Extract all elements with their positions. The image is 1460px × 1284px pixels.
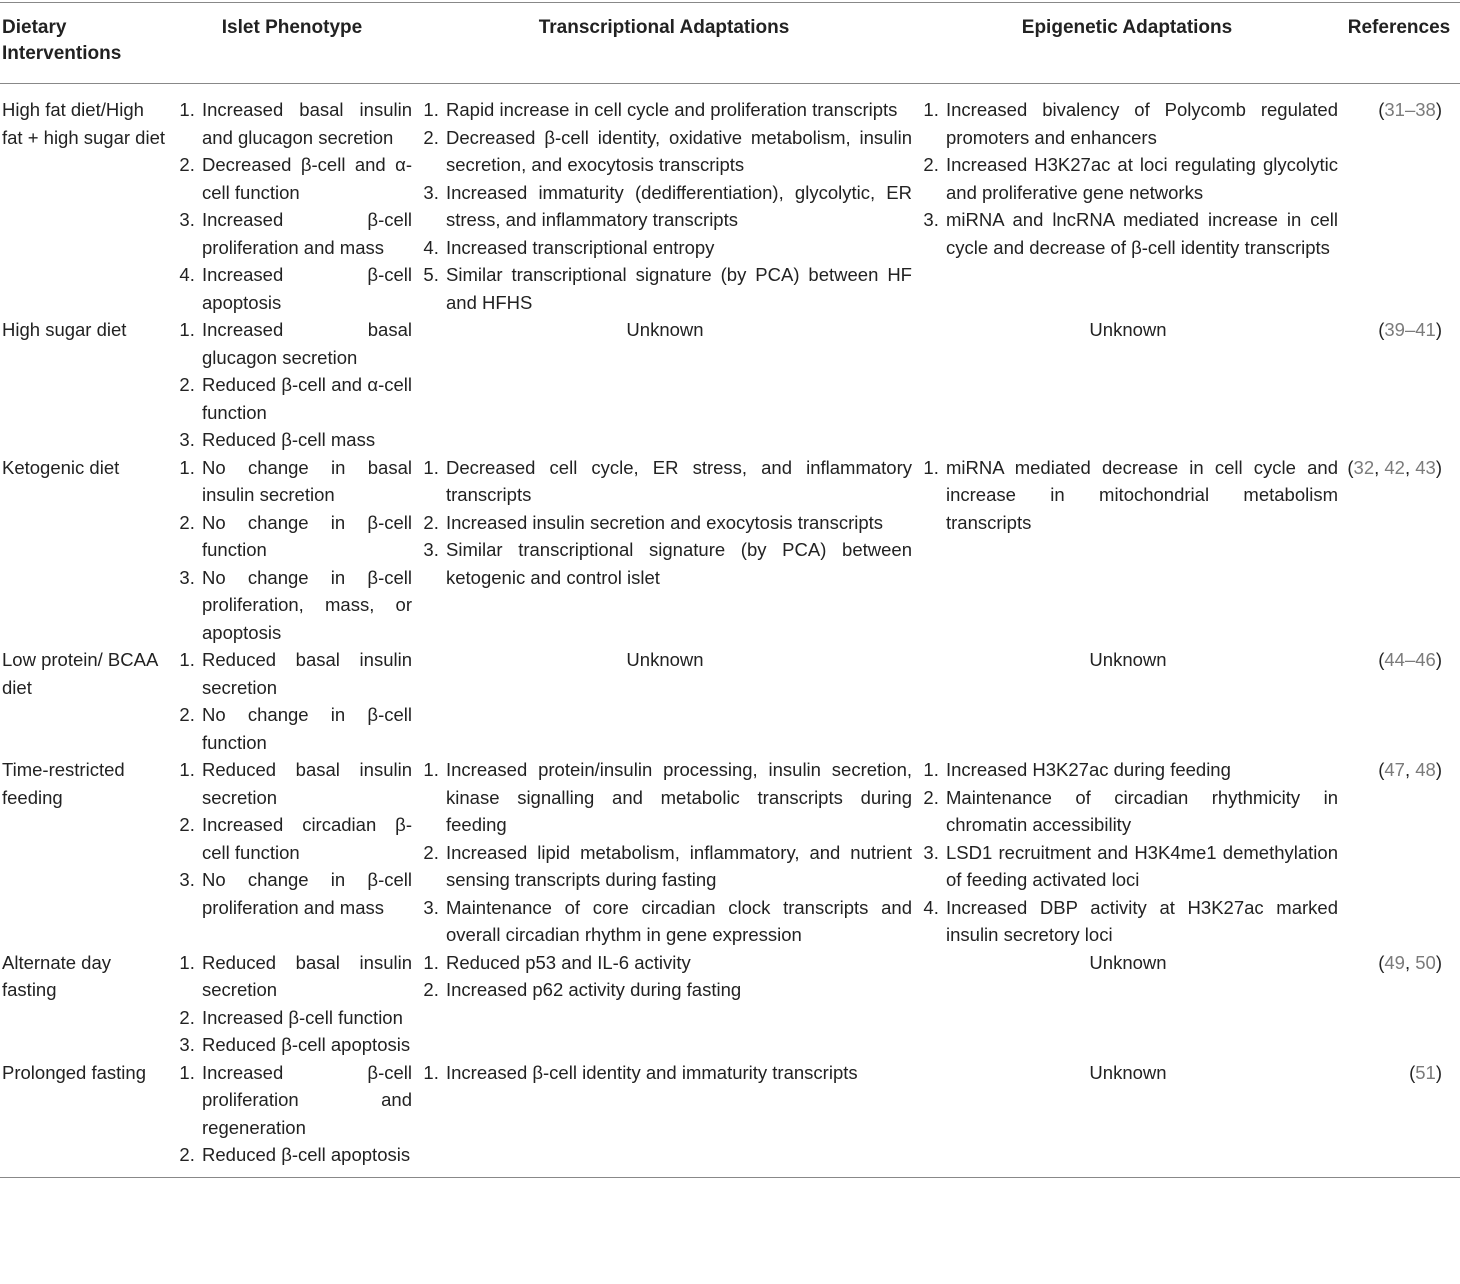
epigenetic-list-item: 1. miRNA mediated decrease in cell cycle and increase in mitochondrial metabolism transcripts (944, 454, 1338, 537)
transcriptional-list (418, 756, 912, 949)
transcriptional-cell (416, 84, 916, 317)
phenotype-list-item: 2. Increased β-cell function (200, 1004, 412, 1032)
transcriptional-cell (416, 756, 916, 949)
transcriptional-list-item: 1. Reduced p53 and IL-6 activity (444, 949, 912, 977)
transcriptional-list-item: 2. Decreased β-cell identity, oxidative metabolism, insulin secretion, and exocytosis transcripts (444, 124, 912, 179)
phenotype-list (174, 316, 412, 454)
reference-link[interactable]: 44–46 (1384, 649, 1436, 670)
references-cell: (31–38) (1378, 99, 1442, 120)
phenotype-cell (172, 949, 416, 1059)
reference-link[interactable]: 47 (1384, 759, 1405, 780)
phenotype-list-item: 1. Reduced basal insulin secretion (200, 756, 412, 811)
phenotype-list-item: 1. Increased basal glucagon secretion (200, 316, 412, 371)
table-row (0, 646, 1460, 756)
phenotype-list-item: 4. Increased β-cell apoptosis (200, 261, 412, 316)
table-body (0, 84, 1460, 1178)
transcriptional-list-item: 4. Increased transcriptional entropy (444, 234, 912, 262)
transcriptional-list-item: 2. Increased lipid metabolism, inflammatory, and nutrient sensing transcripts during fasting (444, 839, 912, 894)
phenotype-cell (172, 756, 416, 949)
phenotype-list-item: 3. No change in β-cell proliferation and mass (200, 866, 412, 921)
epigenetic-list (918, 96, 1338, 261)
transcriptional-list-item: 2. Increased insulin secretion and exocytosis transcripts (444, 509, 912, 537)
epigenetic-cell: Unknown (1089, 951, 1167, 973)
header-phenotype: Islet Phenotype (221, 17, 363, 38)
transcriptional-list (418, 949, 912, 1004)
header-diet: Dietary Interventions (2, 17, 122, 64)
table-row (0, 316, 1460, 454)
diet-cell: Alternate day fasting (2, 951, 112, 1000)
references-cell: (49, 50) (1378, 951, 1442, 973)
table-row (0, 84, 1460, 317)
references-cell: (44–46) (1378, 649, 1442, 670)
header-epigenetic: Epigenetic Adaptations (1021, 17, 1233, 38)
epigenetic-cell: Unknown (1089, 1061, 1167, 1083)
reference-link[interactable]: 48 (1415, 759, 1436, 780)
transcriptional-cell (416, 454, 916, 647)
phenotype-list (174, 646, 412, 756)
transcriptional-cell (416, 949, 916, 1059)
reference-link[interactable]: 42 (1384, 456, 1405, 478)
table-row (0, 949, 1460, 1059)
dietary-interventions-table (0, 2, 1460, 1178)
phenotype-list-item: 2. Reduced β-cell and α-cell function (200, 371, 412, 426)
reference-link[interactable]: 43 (1415, 456, 1436, 478)
transcriptional-list (418, 96, 912, 316)
transcriptional-list-item: 2. Increased p62 activity during fasting (444, 976, 912, 1004)
epigenetic-cell: Unknown (1089, 319, 1167, 340)
reference-link[interactable]: 31–38 (1384, 99, 1436, 120)
table-row (0, 454, 1460, 647)
header-row (0, 3, 1460, 84)
reference-link[interactable]: 49 (1384, 951, 1405, 973)
transcriptional-list-item: 1. Increased β-cell identity and immaturity transcripts (444, 1059, 912, 1087)
epigenetic-list-item: 2. Increased H3K27ac at loci regulating glycolytic and proliferative gene networks (944, 151, 1338, 206)
phenotype-list-item: 2. No change in β-cell function (200, 509, 412, 564)
references-cell: (32, 42, 43) (1347, 456, 1442, 478)
epigenetic-list-item: 3. miRNA and lncRNA mediated increase in cell cycle and decrease of β-cell identity transcripts (944, 206, 1338, 261)
phenotype-cell (172, 84, 416, 317)
phenotype-list-item: 3. Reduced β-cell mass (200, 426, 412, 454)
phenotype-list (174, 96, 412, 316)
phenotype-cell (172, 454, 416, 647)
phenotype-list-item: 3. No change in β-cell proliferation, mass, or apoptosis (200, 564, 412, 647)
transcriptional-list-item: 1. Rapid increase in cell cycle and proliferation transcripts (444, 96, 912, 124)
epigenetic-list-item: 1. Increased H3K27ac during feeding (944, 756, 1338, 784)
phenotype-list-item: 2. Increased circadian β-cell function (200, 811, 412, 866)
transcriptional-list-item: 3. Similar transcriptional signature (by PCA) between ketogenic and control islet (444, 536, 912, 591)
references-cell: (39–41) (1378, 319, 1442, 340)
phenotype-cell (172, 1059, 416, 1178)
epigenetic-list-item: 1. Increased bivalency of Polycomb regulated promoters and enhancers (944, 96, 1338, 151)
epigenetic-list (918, 756, 1338, 949)
phenotype-list-item: 1. No change in basal insulin secretion (200, 454, 412, 509)
epigenetic-list-item: 2. Maintenance of circadian rhythmicity in chromatin accessibility (944, 784, 1338, 839)
phenotype-list-item: 3. Increased β-cell proliferation and mass (200, 206, 412, 261)
epigenetic-list (918, 454, 1338, 537)
epigenetic-cell (916, 756, 1342, 949)
transcriptional-list (418, 454, 912, 592)
phenotype-list-item: 3. Reduced β-cell apoptosis (200, 1031, 412, 1059)
transcriptional-list-item: 3. Maintenance of core circadian clock transcripts and overall circadian rhythm in gene expression (444, 894, 912, 949)
phenotype-cell (172, 316, 416, 454)
transcriptional-cell (416, 1059, 916, 1178)
reference-link[interactable]: 51 (1415, 1061, 1436, 1083)
references-cell: (47, 48) (1378, 759, 1442, 780)
phenotype-cell (172, 646, 416, 756)
diet-cell: Low protein/ BCAA diet (2, 649, 158, 698)
transcriptional-list (418, 1059, 912, 1087)
epigenetic-cell (916, 84, 1342, 317)
phenotype-list-item: 1. Increased basal insulin and glucagon secretion (200, 96, 412, 151)
header-references: References (1347, 17, 1451, 38)
diet-cell: Ketogenic diet (2, 456, 120, 478)
phenotype-list (174, 454, 412, 647)
phenotype-list-item: 1. Reduced basal insulin secretion (200, 646, 412, 701)
transcriptional-list-item: 3. Increased immaturity (dedifferentiation), glycolytic, ER stress, and inflammatory transcripts (444, 179, 912, 234)
transcriptional-cell: Unknown (626, 649, 704, 670)
phenotype-list-item: 1. Increased β-cell proliferation and regeneration (200, 1059, 412, 1142)
diet-cell: High fat diet/High fat + high sugar diet (2, 99, 166, 148)
phenotype-list (174, 949, 412, 1059)
reference-link[interactable]: 50 (1415, 951, 1436, 973)
table-row (0, 1059, 1460, 1178)
references-cell: (51) (1409, 1061, 1442, 1083)
diet-cell: Prolonged fasting (2, 1061, 146, 1083)
epigenetic-cell: Unknown (1089, 649, 1167, 670)
table-row (0, 756, 1460, 949)
transcriptional-list-item: 1. Decreased cell cycle, ER stress, and inflammatory transcripts (444, 454, 912, 509)
header-transcriptional: Transcriptional Adaptations (538, 17, 790, 38)
epigenetic-list-item: 4. Increased DBP activity at H3K27ac marked insulin secretory loci (944, 894, 1338, 949)
reference-link[interactable]: 32 (1353, 456, 1375, 478)
phenotype-list-item: 2. Decreased β-cell and α-cell function (200, 151, 412, 206)
epigenetic-cell (916, 454, 1342, 647)
phenotype-list-item: 2. No change in β-cell function (200, 701, 412, 756)
diet-cell: Time-restricted feeding (2, 759, 125, 808)
phenotype-list-item: 2. Reduced β-cell apoptosis (200, 1141, 412, 1169)
epigenetic-list-item: 3. LSD1 recruitment and H3K4me1 demethylation of feeding activated loci (944, 839, 1338, 894)
phenotype-list (174, 1059, 412, 1169)
transcriptional-list-item: 1. Increased protein/insulin processing, insulin secretion, kinase signalling and metabolic transcripts during feeding (444, 756, 912, 839)
reference-link[interactable]: 39–41 (1384, 319, 1436, 340)
diet-cell: High sugar diet (2, 319, 127, 340)
transcriptional-cell: Unknown (626, 319, 704, 340)
phenotype-list (174, 756, 412, 921)
phenotype-list-item: 1. Reduced basal insulin secretion (200, 949, 412, 1004)
transcriptional-list-item: 5. Similar transcriptional signature (by PCA) between HF and HFHS (444, 261, 912, 316)
